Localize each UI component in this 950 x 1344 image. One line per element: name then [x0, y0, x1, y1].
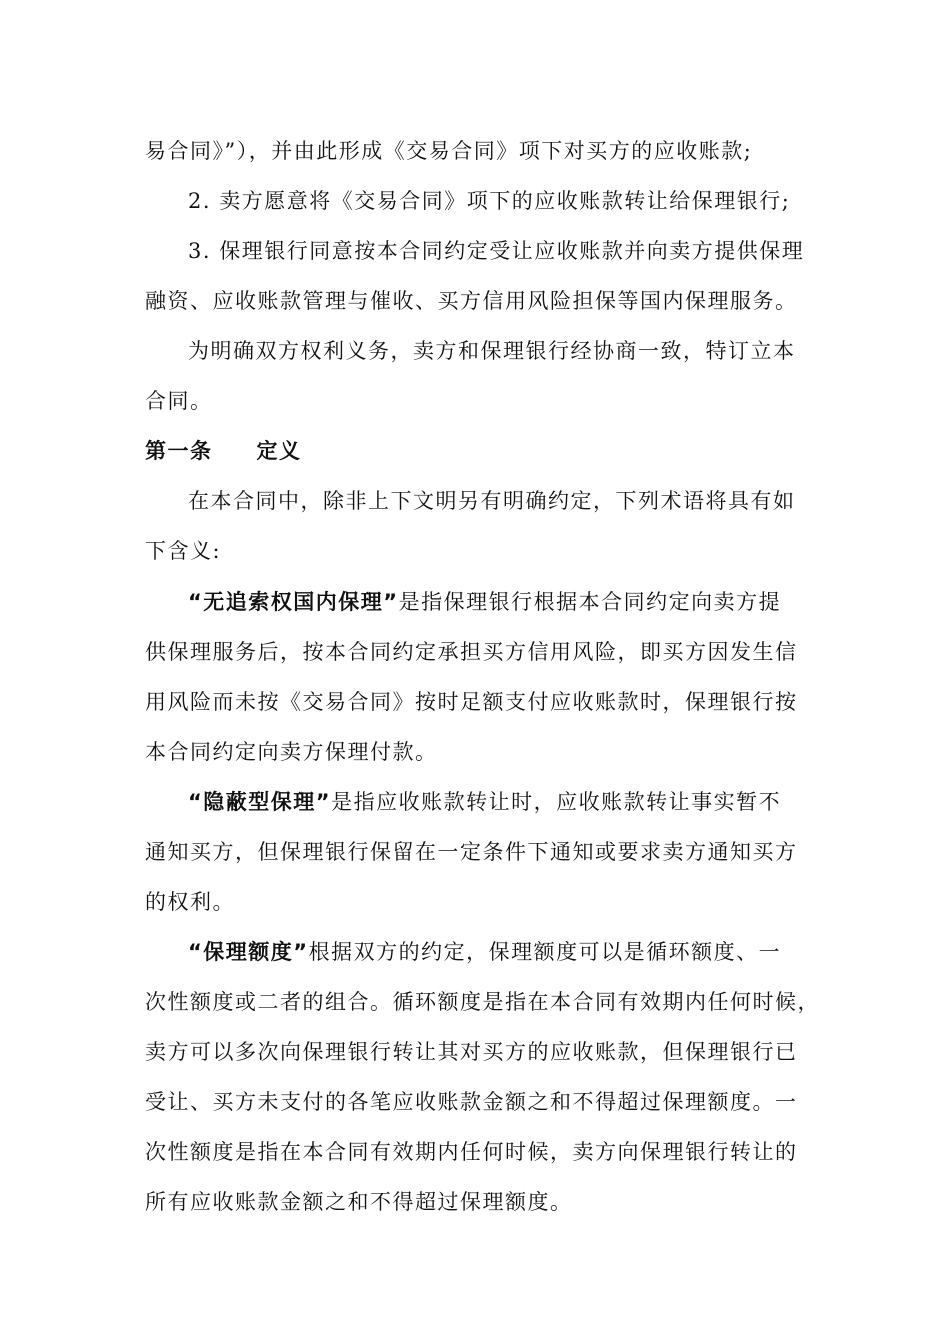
paragraph-line: 通知买方，但保理银行保留在一定条件下通知或要求卖方通知买方	[145, 840, 798, 864]
paragraph-line: 所有应收账款金额之和不得超过保理额度。	[145, 1190, 573, 1214]
paragraph-line: 供保理服务后，按本合同约定承担买方信用风险，即买方因发生信	[145, 640, 798, 664]
paragraph-line: 易合同》”），并由此形成《交易合同》项下对买方的应收账款;	[145, 139, 753, 163]
definition-text: 是指应收账款转让时，应收账款转让事实暂不	[331, 790, 782, 814]
paragraph-line: 次性额度是指在本合同有效期内任何时候，卖方向保理银行转让的	[145, 1140, 798, 1164]
paragraph-line: 合同。	[145, 389, 213, 413]
defined-term: “隐蔽型保理”	[188, 790, 332, 814]
list-item-3: 3. 保理银行同意按本合同约定受让应收账款并向卖方提供保理	[188, 239, 805, 263]
paragraph-line: 用风险而未按《交易合同》按时足额支付应收账款时，保理银行按	[145, 690, 798, 714]
paragraph-line: 下含义:	[145, 539, 222, 563]
paragraph-line: 在本合同中，除非上下文明另有明确约定，下列术语将具有如	[188, 489, 796, 513]
definition-line	[188, 588, 781, 616]
defined-term: “保理额度”	[188, 940, 309, 964]
paragraph-line: 的权利。	[145, 890, 235, 914]
paragraph-line: 卖方可以多次向保理银行转让其对买方的应收账款，但保理银行已	[145, 1040, 798, 1064]
section-number: 第一条	[145, 439, 213, 463]
definition-text: 根据双方的约定，保理额度可以是循环额度、一	[308, 940, 782, 964]
paragraph-line: 为明确双方权利义务，卖方和保理银行经协商一致，特订立本	[188, 339, 796, 363]
definition-text: 是指保理银行根据本合同约定向卖方提	[398, 590, 782, 614]
definition-line	[188, 938, 781, 966]
definition-line	[188, 788, 781, 816]
paragraph-line: 次性额度或二者的组合。循环额度是指在本合同有效期内任何时候，	[145, 990, 820, 1014]
paragraph-line: 本合同约定向卖方保理付款。	[145, 740, 438, 764]
section-heading	[145, 437, 302, 465]
paragraph-line: 融资、应收账款管理与催收、买方信用风险担保等国内保理服务。	[145, 289, 798, 313]
list-item-2: 2. 卖方愿意将《交易合同》项下的应收账款转让给保理银行;	[188, 189, 791, 213]
section-title: 定义	[256, 439, 302, 463]
defined-term: “无追索权国内保理”	[188, 590, 399, 614]
paragraph-line: 受让、买方未支付的各笔应收账款金额之和不得超过保理额度。一	[145, 1090, 798, 1114]
